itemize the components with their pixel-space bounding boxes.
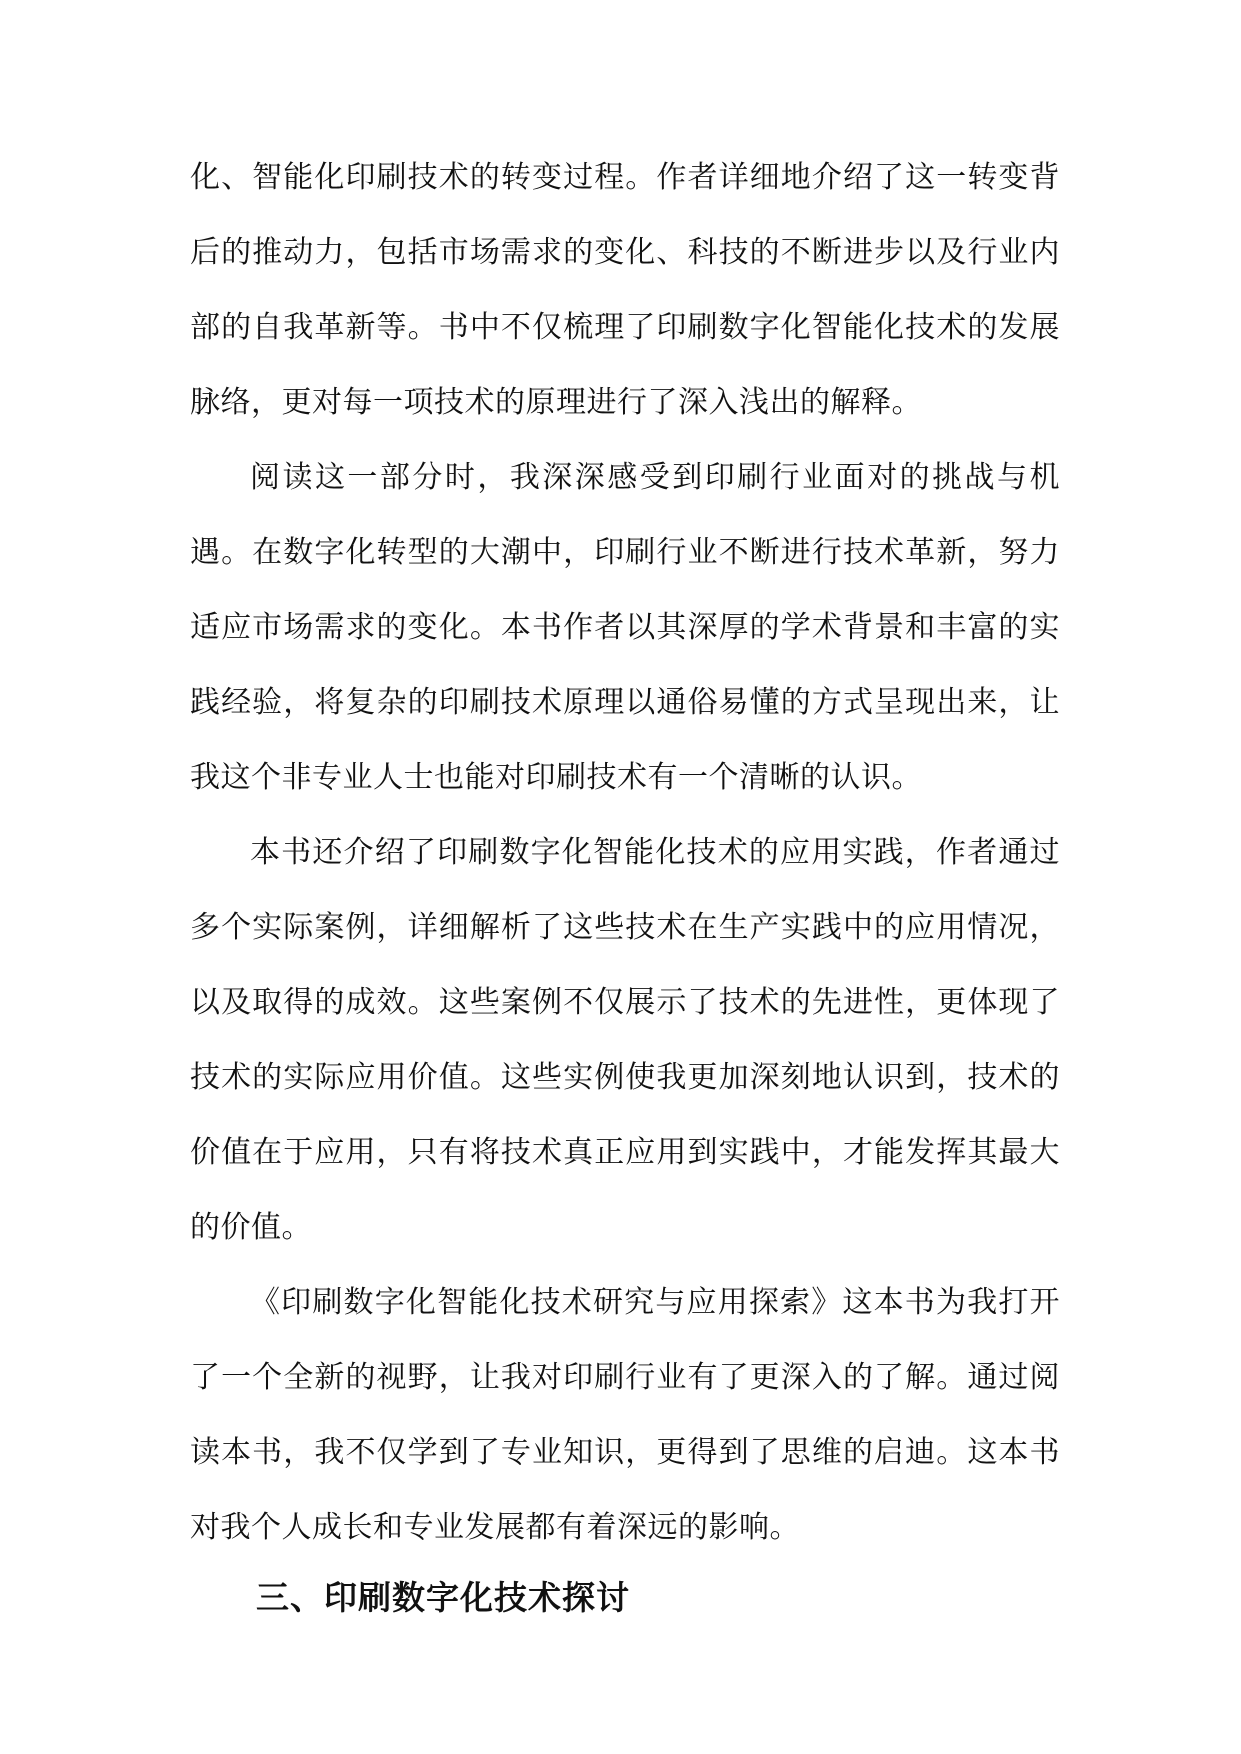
paragraph-continuation: 化、智能化印刷技术的转变过程。作者详细地介绍了这一转变背后的推动力，包括市场需求的变化、科技的不断进步以及行业内部的自我革新等。书中不仅梳理了印刷数字化智能化技术的发展脉络，更对每一项技术的原理进行了深入浅出的解释。 xyxy=(190,160,1060,420)
paragraph-challenges: 阅读这一部分时，我深深感受到印刷行业面对的挑战与机遇。在数字化转型的大潮中，印刷行业不断进行技术革新，努力适应市场需求的变化。本书作者以其深厚的学术背景和丰富的实践经验，将复杂的印刷技术原理以通俗易懂的方式呈现出来，让我这个非专业人士也能对印刷技术有一个清晰的认识。 xyxy=(190,460,1060,795)
section-heading: 三、印刷数字化技术探讨 xyxy=(256,1578,630,1617)
paragraph-conclusion: 《印刷数字化智能化技术研究与应用探索》这本书为我打开了一个全新的视野，让我对印刷行业有了更深入的了解。通过阅读本书，我不仅学到了专业知识，更得到了思维的启迪。这本书对我个人成长和专业发展都有着深远的影响。 xyxy=(190,1285,1060,1545)
document-body xyxy=(190,140,1060,1565)
paragraph-applications: 本书还介绍了印刷数字化智能化技术的应用实践，作者通过多个实际案例，详细解析了这些技术在生产实践中的应用情况，以及取得的成效。这些案例不仅展示了技术的先进性，更体现了技术的实际应用价值。这些实例使我更加深刻地认识到，技术的价值在于应用，只有将技术真正应用到实践中，才能发挥其最大的价值。 xyxy=(190,835,1060,1245)
